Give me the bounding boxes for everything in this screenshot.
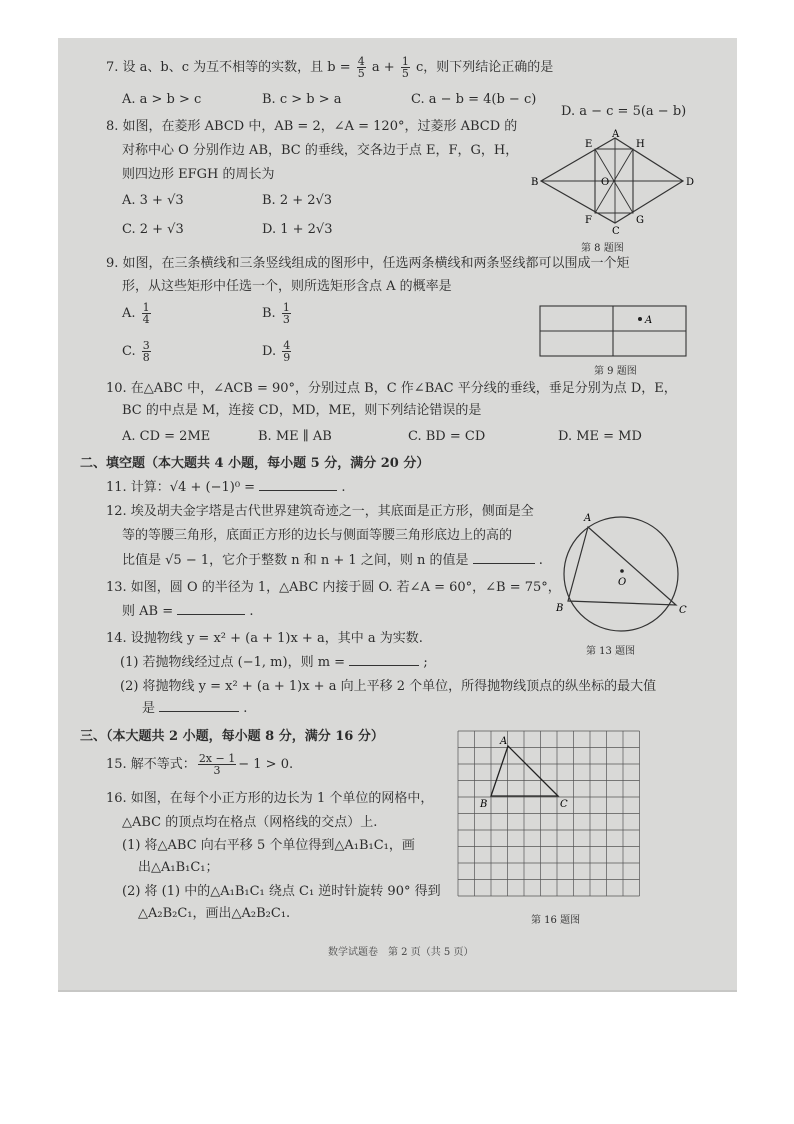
q9-option-d: D. $\frac{4}{9}$ (262, 339, 291, 364)
q7-frac-2: $\frac{1}{5}$ (401, 55, 409, 80)
label-a: A (612, 129, 620, 140)
q8-rhombus-figure (531, 129, 698, 238)
q7-mid-text: a + (371, 60, 395, 75)
q7-option-d: D. a − c = 5(a − b) (561, 104, 687, 119)
q7-option-a: A. a > b > c (122, 92, 202, 107)
q12-line-1: 12. 埃及胡夫金字塔是古代世界建筑奇迹之一，其底面是正方形，侧面是全 (106, 504, 534, 519)
q9-option-c: C. $\frac{3}{8}$ (122, 339, 150, 364)
page-footer: 数学试题卷 第 2 页（共 5 页） (328, 947, 474, 958)
q8-line-2: 对称中心 O 分别作边 AB，BC 的垂线，交各边于点 E，F，G，H， (122, 143, 519, 158)
label-g: G (636, 215, 644, 226)
q16-grid-figure (453, 726, 653, 906)
label-o: O (601, 177, 610, 188)
q9-option-b: B. $\frac{1}{3}$ (262, 301, 290, 326)
label-a: A (500, 736, 508, 747)
q16-line-2: △ABC 的顶点均在格点（网格线的交点）上. (122, 815, 378, 830)
q13-circle-figure (548, 501, 688, 639)
point-a (638, 317, 642, 321)
q12-line-3: 比值是 √5 − 1，它介于整数 n 和 n + 1 之间，则 n 的值是 . (122, 553, 543, 568)
label-e: E (585, 139, 593, 150)
label-c: C (679, 605, 687, 616)
triangle-abc (568, 527, 676, 605)
q14-part-2-line-1: (2) 将抛物线 y = x² + (a + 1)x + a 向上平移 2 个单位，所得抛物线顶点的纵坐标的最大值 (120, 679, 657, 694)
q10-option-d: D. ME = MD (558, 429, 642, 444)
label-b: B (531, 177, 539, 188)
section-3-title: 三、（本大题共 2 小题，每小题 8 分，满分 16 分） (80, 729, 384, 744)
label-a: A (584, 513, 592, 524)
triangle-abc (491, 746, 558, 796)
q10-option-b: B. ME ∥ AB (258, 429, 332, 444)
label-c: C (612, 226, 620, 237)
q12-answer-blank[interactable] (473, 563, 535, 564)
label-d: D (686, 177, 695, 188)
q16-line-6: △A₂B₂C₁，画出△A₂B₂C₁. (138, 906, 291, 921)
label-b: B (480, 799, 488, 810)
circle-o (564, 517, 678, 631)
section-2-title: 二、填空题（本大题共 4 小题，每小题 5 分，满分 20 分） (80, 456, 430, 471)
q7-frac-1: $\frac{4}{5}$ (357, 55, 365, 80)
q12-line-2: 等的等腰三角形，底面正方形的边长与侧面等腰三角形底边上的高的 (122, 528, 513, 543)
q9-caption: 第 9 题图 (594, 366, 637, 377)
q7-option-b: B. c > b > a (262, 92, 342, 107)
q8-option-b: B. 2 + 2√3 (262, 193, 333, 208)
q14-part-2-line-2: 是 . (142, 701, 248, 716)
q10-line-1: 10. 在△ABC 中，∠ACB = 90°，分别过点 B，C 作∠BAC 平分线的垂线，垂足分别为点 D，E， (106, 381, 677, 396)
q14-2-answer-blank[interactable] (159, 711, 239, 712)
q14-part-1: (1) 若抛物线经过点 (−1, m)，则 m = ; (120, 655, 428, 670)
q8-option-a: A. 3 + √3 (122, 193, 184, 208)
q13-answer-blank[interactable] (177, 614, 245, 615)
q9-line-2: 形，从这些矩形中任选一个，则所选矩形含点 A 的概率是 (122, 279, 452, 294)
q8-line-1: 8. 如图，在菱形 ABCD 中，AB = 2，∠A = 120°，过菱形 ABCD 的 (106, 119, 518, 134)
q10-line-2: BC 的中点是 M，连接 CD，MD，ME，则下列结论错误的是 (122, 403, 482, 418)
q8-caption: 第 8 题图 (581, 243, 624, 254)
q8-option-d: D. 1 + 2√3 (262, 222, 333, 237)
rhombus-abcd (541, 138, 683, 223)
q16-line-1: 16. 如图，在每个小正方形的边长为 1 个单位的网格中， (106, 791, 434, 806)
q16-caption: 第 16 题图 (531, 915, 581, 926)
q11-answer-blank[interactable] (259, 490, 337, 491)
q8-line-3: 则四边形 EFGH 的周长为 (122, 167, 275, 182)
q11: 11. 计算：√4 + (−1)⁰ = . (106, 480, 346, 495)
q16-line-4: 出△A₁B₁C₁； (138, 860, 219, 875)
label-o: O (618, 577, 627, 588)
label-c: C (560, 799, 568, 810)
q16-line-3: (1) 将△ABC 向右平移 5 个单位得到△A₁B₁C₁，画 (122, 838, 415, 853)
q7-stem-text: 7. 设 a、b、c 为互不相等的实数，且 b = (106, 60, 351, 75)
q9-grid-figure (538, 304, 690, 360)
q13-line-1: 13. 如图，圆 O 的半径为 1，△ABC 内接于圆 O. 若∠A = 60°，∠B = 75°， (106, 580, 561, 595)
label-f: F (585, 215, 592, 226)
q8-option-c: C. 2 + √3 (122, 222, 184, 237)
q9-line-1: 9. 如图，在三条横线和三条竖线组成的图形中，任选两条横线和两条竖线都可以围成一个矩 (106, 256, 630, 271)
q7-option-c: C. a − b = 4(b − c) (411, 92, 537, 107)
label-b: B (556, 603, 564, 614)
q16-line-5: (2) 将 (1) 中的△A₁B₁C₁ 绕点 C₁ 逆时针旋转 90° 得到 (122, 884, 441, 899)
q7-stem (106, 56, 553, 79)
q9-option-a: A. $\frac{1}{4}$ (122, 301, 150, 326)
q14-stem: 14. 设抛物线 y = x² + (a + 1)x + a，其中 a 为实数. (106, 631, 423, 646)
q10-option-c: C. BD = CD (408, 429, 486, 444)
q15-frac: $\frac{2x - 1}{3}$ (198, 752, 236, 777)
q7-tail-text: c，则下列结论正确的是 (415, 60, 554, 75)
q13-line-2: 则 AB = . (122, 604, 254, 619)
point-a-label: A (645, 315, 653, 326)
q10-option-a: A. CD = 2ME (122, 429, 211, 444)
center-o (620, 569, 624, 573)
q15: 15. 解不等式： $\frac{2x - 1}{3}$ − 1 > 0. (106, 752, 294, 777)
q14-1-answer-blank[interactable] (349, 665, 419, 666)
label-h: H (636, 139, 645, 150)
q13-caption: 第 13 题图 (586, 646, 636, 657)
square-grid (458, 731, 640, 896)
exam-page (58, 38, 737, 990)
